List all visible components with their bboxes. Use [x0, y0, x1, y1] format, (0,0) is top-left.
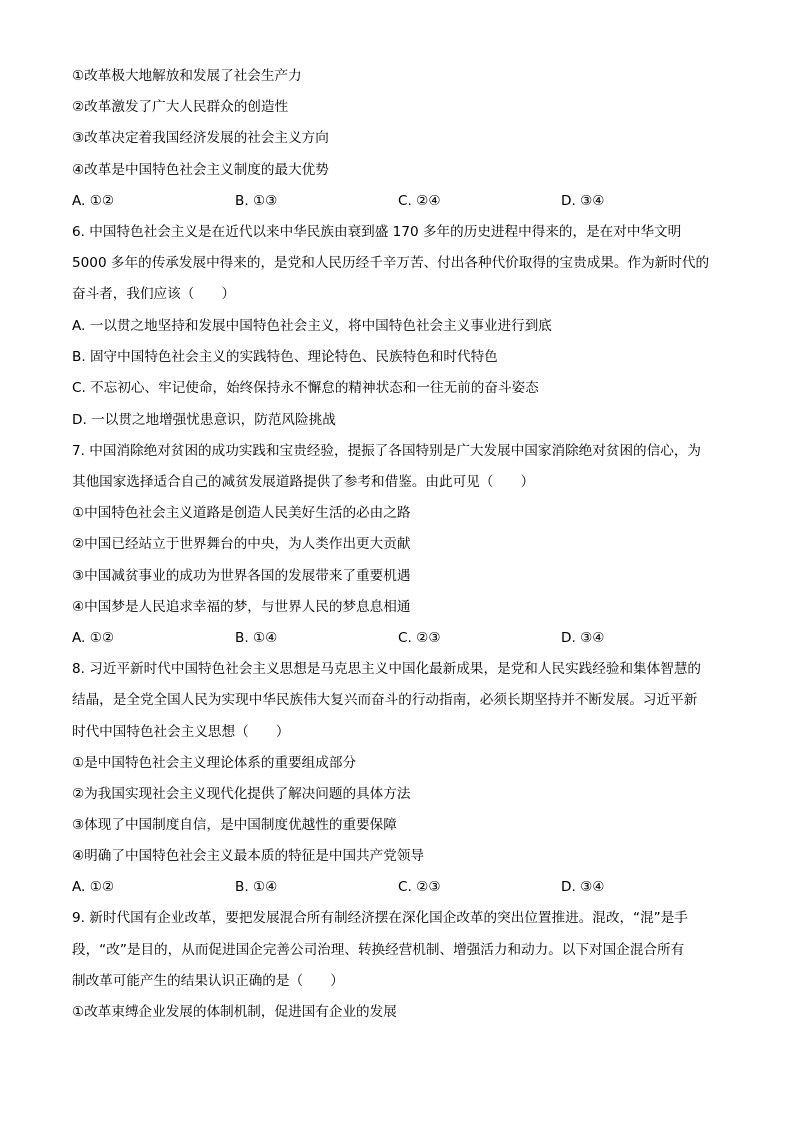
q7-option-b[interactable]: B. ①④ — [235, 630, 278, 646]
q7-statement-4: ④中国梦是人民追求幸福的梦，与世界人民的梦息息相通 — [72, 599, 411, 615]
q8-options — [72, 878, 732, 896]
q6-option-c[interactable]: C. 不忘初心、牢记使命，始终保持永不懈怠的精神状态和一往无前的奋斗姿态 — [72, 380, 539, 396]
q6-option-b[interactable]: B. 固守中国特色社会主义的实践特色、理论特色、民族特色和时代特色 — [72, 349, 498, 365]
q7-stem-line-1: 7. 中国消除绝对贫困的成功实践和宝贵经验，提振了各国特别是广大发展中国家消除绝对贫困的信心，为 — [72, 443, 702, 459]
q5-option-b[interactable]: B. ①③ — [235, 193, 278, 209]
q8-stem-line-3: 时代中国特色社会主义思想（ ） — [72, 724, 290, 740]
q6-stem-line-1: 6. 中国特色社会主义是在近代以来中华民族由衰到盛 170 多年的历史进程中得来的，是在对中华文明 — [72, 224, 682, 240]
q8-statement-2: ②为我国实现社会主义现代化提供了解决问题的具体方法 — [72, 786, 411, 802]
q9-statement-1: ①改革束缚企业发展的体制机制，促进国有企业的发展 — [72, 1004, 397, 1020]
q9-stem-line-3: 制改革可能产生的结果认识正确的是（ ） — [72, 973, 344, 989]
q6-option-d[interactable]: D. 一以贯之地增强忧患意识，防范风险挑战 — [72, 412, 336, 428]
q6-stem-line-2: 5000 多年的传承发展中得来的，是党和人民历经千辛万苦、付出各种代价取得的宝贵成果。作为新时代的 — [72, 255, 710, 271]
q7-statement-3: ③中国减贫事业的成功为世界各国的发展带来了重要机遇 — [72, 568, 411, 584]
q8-option-b[interactable]: B. ①④ — [235, 879, 278, 895]
q8-stem-line-1: 8. 习近平新时代中国特色社会主义思想是马克思主义中国化最新成果，是党和人民实践经验和集体智慧的 — [72, 661, 702, 677]
q5-option-a[interactable]: A. ①② — [72, 193, 115, 209]
q8-option-c[interactable]: C. ②③ — [398, 879, 441, 895]
q8-option-d[interactable]: D. ③④ — [561, 879, 605, 895]
q5-options — [72, 192, 732, 210]
q7-options — [72, 629, 732, 647]
q5-option-d[interactable]: D. ③④ — [561, 193, 605, 209]
q7-stem-line-2: 其他国家选择适合自己的减贫发展道路提供了参考和借鉴。由此可见（ ） — [72, 474, 535, 490]
q9-stem-line-1: 9. 新时代国有企业改革，要把发展混合所有制经济摆在深化国企改革的突出位置推进。混改，“混”是手 — [72, 910, 688, 926]
q8-statement-3: ③体现了中国制度自信，是中国制度优越性的重要保障 — [72, 817, 397, 833]
q6-option-a[interactable]: A. 一以贯之地坚持和发展中国特色社会主义，将中国特色社会主义事业进行到底 — [72, 318, 552, 334]
q8-stem-line-2: 结晶，是全党全国人民为实现中华民族伟大复兴而奋斗的行动指南，必须长期坚持并不断发展。习近平新 — [72, 692, 698, 708]
q7-option-a[interactable]: A. ①② — [72, 630, 115, 646]
q7-option-d[interactable]: D. ③④ — [561, 630, 605, 646]
q7-option-c[interactable]: C. ②③ — [398, 630, 441, 646]
q8-option-a[interactable]: A. ①② — [72, 879, 115, 895]
q7-statement-2: ②中国已经站立于世界舞台的中央，为人类作出更大贡献 — [72, 536, 411, 552]
q8-statement-4: ④明确了中国特色社会主义最本质的特征是中国共产党领导 — [72, 848, 425, 864]
q7-statement-1: ①中国特色社会主义道路是创造人民美好生活的必由之路 — [72, 505, 411, 521]
q5-option-c[interactable]: C. ②④ — [398, 193, 441, 209]
q5-statement-3: ③改革决定着我国经济发展的社会主义方向 — [72, 130, 329, 146]
q8-statement-1: ①是中国特色社会主义理论体系的重要组成部分 — [72, 755, 357, 771]
q5-statement-2: ②改革激发了广大人民群众的创造性 — [72, 99, 289, 115]
q5-statement-1: ①改革极大地解放和发展了社会生产力 — [72, 68, 302, 84]
q6-stem-line-3: 奋斗者，我们应该（ ） — [72, 286, 236, 302]
q9-stem-line-2: 段，“改”是目的，从而促进国企完善公司治理、转换经营机制、增强活力和动力。以下对国企混合所有 — [72, 942, 685, 958]
q5-statement-4: ④改革是中国特色社会主义制度的最大优势 — [72, 162, 329, 178]
